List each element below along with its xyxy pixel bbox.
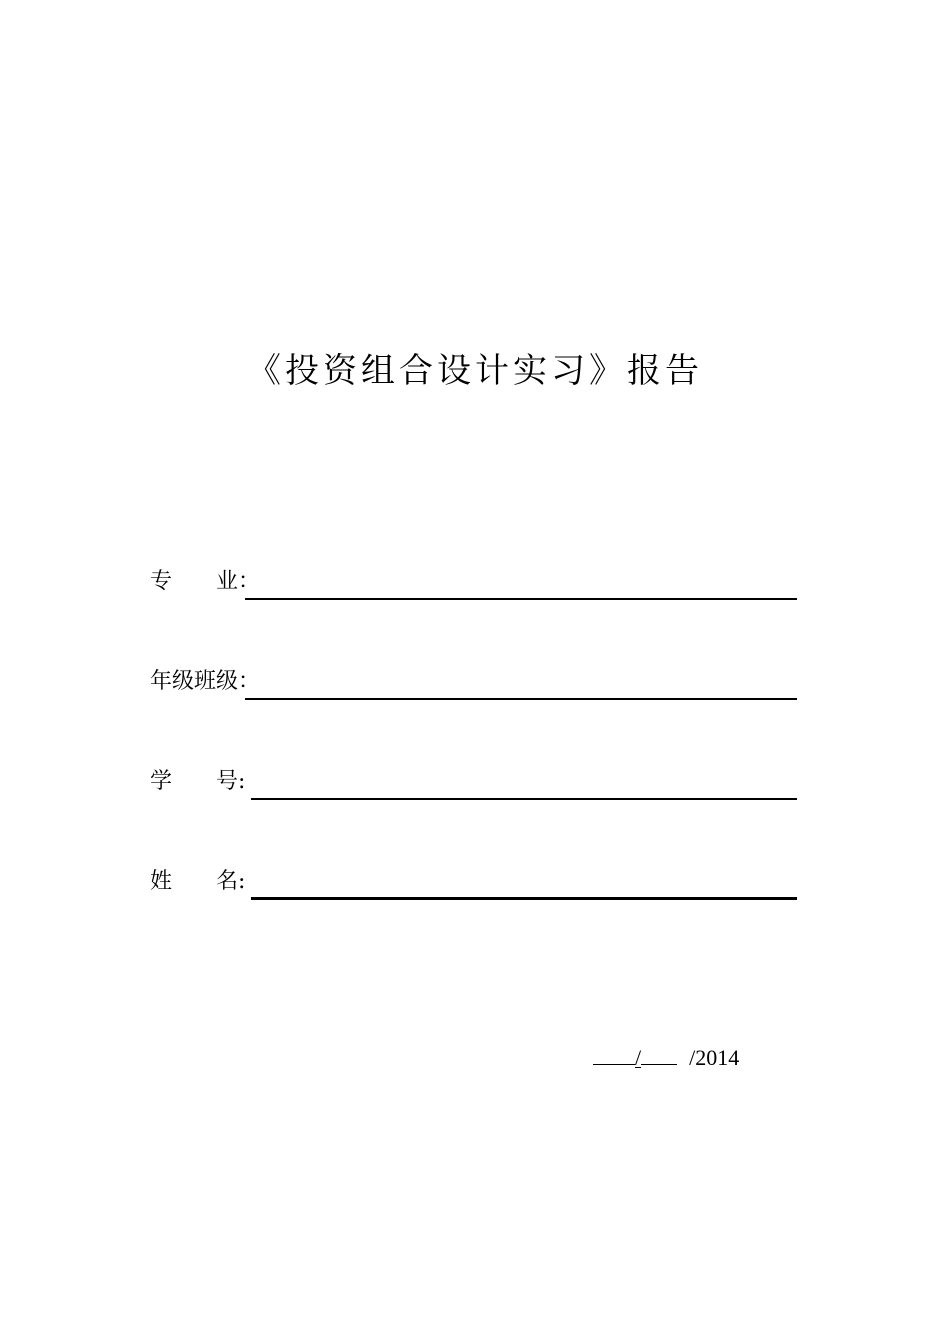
field-grade-class-label: 年级班级： xyxy=(150,669,261,694)
field-grade-class xyxy=(150,660,800,700)
date-line xyxy=(593,1040,739,1073)
field-name-label: 姓 名: xyxy=(150,869,246,894)
date-separator: / xyxy=(635,1045,642,1070)
report-title: 《投资组合设计实习》报告 xyxy=(247,351,703,391)
field-student-id-label: 学 号: xyxy=(150,769,246,794)
date-month-blank[interactable] xyxy=(593,1040,635,1065)
field-name-underline[interactable] xyxy=(251,897,797,900)
field-student-id-underline[interactable] xyxy=(251,798,797,800)
date-day-blank[interactable] xyxy=(641,1040,677,1065)
field-major-label: 专 业： xyxy=(150,569,261,594)
date-year: /2014 xyxy=(689,1045,740,1070)
field-name xyxy=(150,860,800,900)
field-major xyxy=(150,560,800,600)
field-grade-class-underline[interactable] xyxy=(245,698,797,700)
field-student-id xyxy=(150,760,800,800)
field-major-underline[interactable] xyxy=(245,598,797,600)
